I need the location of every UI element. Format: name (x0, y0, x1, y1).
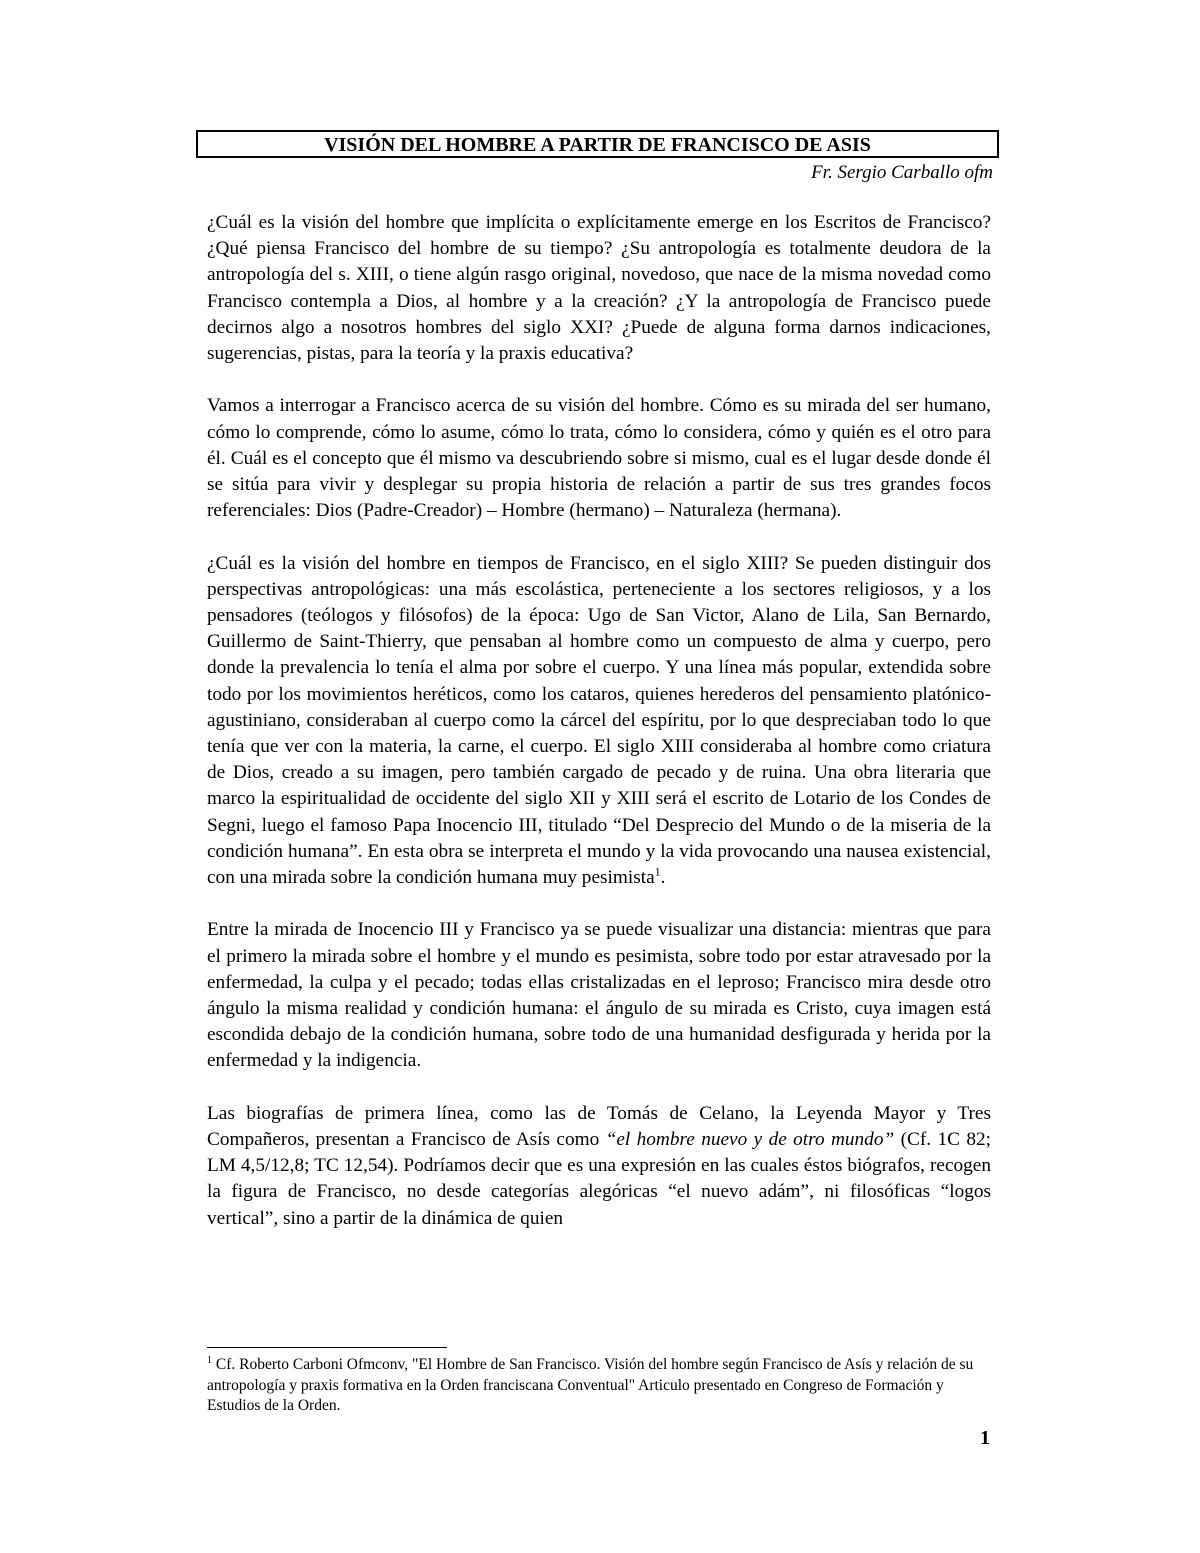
document-title: VISIÓN DEL HOMBRE A PARTIR DE FRANCISCO DE ASIS (196, 130, 999, 158)
footnote-separator (207, 1347, 447, 1348)
paragraph-2: Vamos a interrogar a Francisco acerca de su visión del hombre. Cómo es su mirada del ser humano, cómo lo comprende, cómo lo asume, cómo lo trata, cómo lo considera, cómo y quién es el otro para él. Cuál es el concepto que él mismo va descubriendo sobre si mismo, cual es el lugar desde donde él se sitúa para vivir y desplegar su propia historia de relación a partir de sus tres grandes focos referenciales: Dios (Padre-Creador) – Hombre (hermano) – Naturaleza (hermana). (207, 395, 991, 522)
paragraph-1: ¿Cuál es la visión del hombre que implícita o explícitamente emerge en los Escritos de Francisco? ¿Qué piensa Francisco del hombre de su tiempo? ¿Su antropología es totalmente deudora de la antropología del s. XIII, o tiene algún rasgo original, novedoso, que nace de la misma novedad como Francisco contempla a Dios, al hombre y a la creación? ¿Y la antropología de Francisco puede decirnos algo a nosotros hombres del siglo XXI? ¿Puede de alguna forma darnos indicaciones, sugerencias, pistas, para la teoría y la praxis educativa? (207, 212, 991, 365)
footnote (207, 1355, 991, 1417)
footnote-reference[interactable]: 1 (654, 864, 661, 879)
paragraph-5-part1: Las biografías de primera línea, como las de Tomás de Celano, la Leyenda Mayor y Tres Compañeros, presentan a Francisco de Asís como (207, 1102, 991, 1151)
body-text (207, 210, 991, 1258)
footnote-text: Cf. Roberto Carboni Ofmconv, "El Hombre de San Francisco. Visión del hombre según Francisco de Asís y relación de su antropología y praxis formativa en la Orden franciscana Conventual" Articulo presentado en Congreso de Formación y Estudios de la Orden. (207, 1356, 974, 1414)
paragraph-5 (207, 1101, 991, 1232)
paragraph-3-end: . (660, 867, 666, 889)
paragraph-4: Entre la mirada de Inocencio III y Francisco ya se puede visualizar una distancia: mientras que para el primero la mirada sobre el hombre y el mundo es pesimista, sobre todo por estar atravesado por la enfermedad, la culpa y el pecado; todas ellas cristalizadas en el leproso; Francisco mira desde otro ángulo la misma realidad y condición humana: el ángulo de su mirada es Cristo, cuya imagen está escondida debajo de la condición humana, sobre todo de una humanidad desfigurada y herida por la enfermedad y la indigencia. (207, 919, 991, 1072)
footnote-marker: 1 (207, 1354, 212, 1366)
page-number: 1 (980, 1427, 990, 1449)
paragraph-3-text: ¿Cuál es la visión del hombre en tiempos de Francisco, en el siglo XIII? Se pueden distinguir dos perspectivas antropológicas: una más escolástica, perteneciente a los sectores religiosos, y a los pensadores (teólogos y filósofos) de la época: Ugo de San Victor, Alano de Lila, San Bernardo, Guillermo de Saint-Thierry, que pensaban al hombre como un compuesto de alma y cuerpo, pero donde la prevalencia lo tenía el alma por sobre el cuerpo. Y una línea más popular, extendida sobre todo por los movimientos heréticos, como los cataros, quienes herederos del pensamiento platónico-agustiniano, consideraban al cuerpo como la cárcel del espíritu, por lo que despreciaban todo lo que tenía que ver con la materia, la carne, el cuerpo. El siglo XIII consideraba al hombre como criatura de Dios, creado a su imagen, pero también cargado de pecado y de ruina. Una obra literaria que marco la espiritualidad de occidente del siglo XII y XIII será el escrito de Lotario de los Condes de Segni, luego el famoso Papa Inocencio III, titulado “Del Desprecio del Mundo o de la miseria de la condición humana”. En esta obra se interpreta el mundo y la vida provocando una nausea existencial, con una mirada sobre la condición humana muy pesimista (207, 552, 991, 889)
author-line: Fr. Sergio Carballo ofm (811, 162, 993, 183)
paragraph-5-quote: “el hombre nuevo y de otro mundo” (605, 1129, 895, 1151)
paragraph-3 (207, 551, 991, 892)
paragraph-5-part2: (Cf. 1C 82; LM 4,5/12,8; TC 12,54). Podríamos decir que es una expresión en las cuales éstos biógrafos, recogen la figura de Francisco, no desde categorías alegóricas “el nuevo adám”, ni filosóficas “logos vertical”, sino a partir de la dinámica de quien (207, 1129, 991, 1229)
